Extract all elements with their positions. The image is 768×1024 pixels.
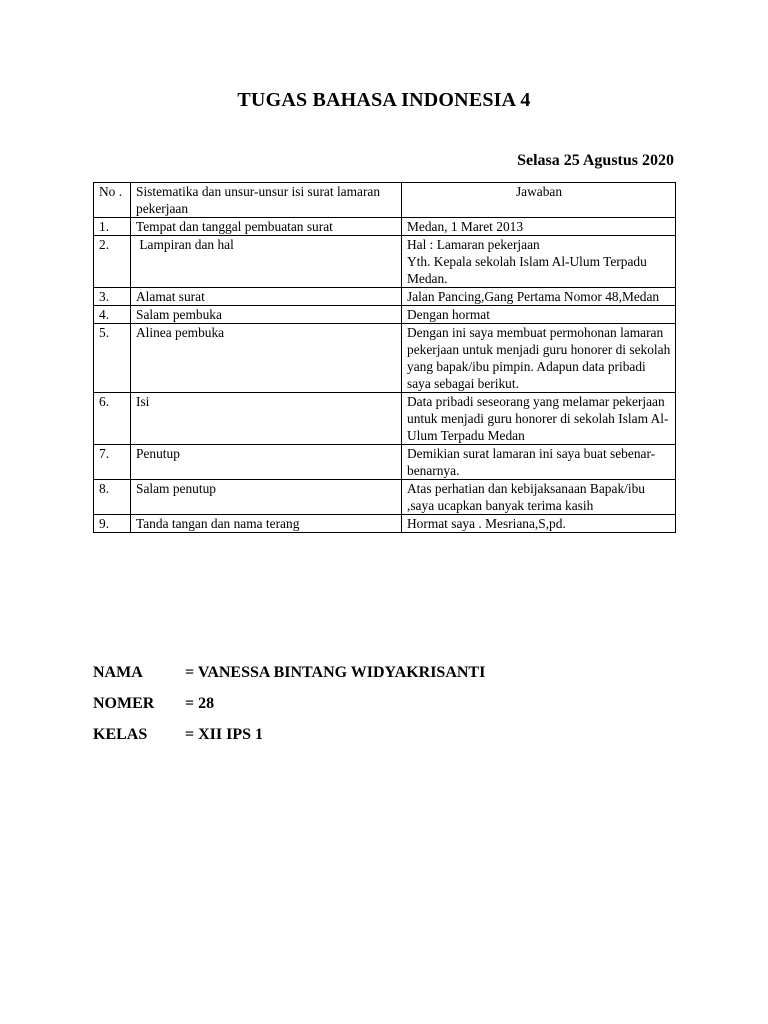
row-answer: Demikian surat lamaran ini saya buat sebenar-benarnya. bbox=[402, 445, 676, 480]
row-answer: Jalan Pancing,Gang Pertama Nomor 48,Medan bbox=[402, 288, 676, 306]
info-kelas bbox=[93, 726, 263, 744]
row-item: Tempat dan tanggal pembuatan surat bbox=[131, 218, 402, 236]
kelas-value: = XII IPS 1 bbox=[185, 726, 264, 743]
table-row bbox=[94, 288, 676, 306]
table-row bbox=[94, 445, 676, 480]
row-no: 7. bbox=[94, 445, 131, 480]
row-no: 5. bbox=[94, 324, 131, 393]
row-item: Lampiran dan hal bbox=[131, 236, 402, 288]
row-item: Alinea pembuka bbox=[131, 324, 402, 393]
row-answer: Dengan ini saya membuat permohonan lamaran pekerjaan untuk menjadi guru honorer di sekolah yang bapak/ibu pimpin. Adapun data pribadi saya sebagai berikut. bbox=[402, 324, 676, 393]
row-no: 6. bbox=[94, 393, 131, 445]
table-row bbox=[94, 236, 676, 288]
nama-value: = VANESSA BINTANG WIDYAKRISANTI bbox=[185, 664, 486, 681]
nama-label: NAMA bbox=[93, 664, 143, 681]
row-no: 3. bbox=[94, 288, 131, 306]
header-item: Sistematika dan unsur-unsur isi surat lamaran pekerjaan bbox=[131, 183, 402, 218]
row-no: 8. bbox=[94, 480, 131, 515]
document-date: Selasa 25 Agustus 2020 bbox=[517, 152, 674, 169]
kelas-label: KELAS bbox=[93, 726, 148, 743]
table-row bbox=[94, 324, 676, 393]
row-no: 4. bbox=[94, 306, 131, 324]
row-answer: Hormat saya . Mesriana,S,pd. bbox=[402, 515, 676, 533]
row-item: Alamat surat bbox=[131, 288, 402, 306]
row-item: Salam penutup bbox=[131, 480, 402, 515]
table-row bbox=[94, 480, 676, 515]
row-no: 9. bbox=[94, 515, 131, 533]
header-no: No . bbox=[94, 183, 131, 218]
row-no: 1. bbox=[94, 218, 131, 236]
row-item: Salam pembuka bbox=[131, 306, 402, 324]
row-answer: Hal : Lamaran pekerjaan Yth. Kepala sekolah Islam Al-Ulum Terpadu Medan. bbox=[402, 236, 676, 288]
table-row bbox=[94, 306, 676, 324]
document-title: TUGAS BAHASA INDONESIA 4 bbox=[237, 89, 531, 111]
nomer-label: NOMER bbox=[93, 695, 155, 712]
table-row bbox=[94, 515, 676, 533]
answer-table bbox=[93, 182, 676, 533]
row-item: Isi bbox=[131, 393, 402, 445]
row-item: Tanda tangan dan nama terang bbox=[131, 515, 402, 533]
row-answer: Atas perhatian dan kebijaksanaan Bapak/ibu ,saya ucapkan banyak terima kasih bbox=[402, 480, 676, 515]
info-nomer bbox=[93, 695, 214, 713]
table-row bbox=[94, 393, 676, 445]
row-answer: Dengan hormat bbox=[402, 306, 676, 324]
table-header-row bbox=[94, 183, 676, 218]
table-row bbox=[94, 218, 676, 236]
nomer-value: = 28 bbox=[185, 695, 215, 712]
info-nama bbox=[93, 664, 485, 682]
header-answer: Jawaban bbox=[402, 183, 676, 218]
row-no: 2. bbox=[94, 236, 131, 288]
row-answer: Data pribadi seseorang yang melamar pekerjaan untuk menjadi guru honorer di sekolah Islam Al-Ulum Terpadu Medan bbox=[402, 393, 676, 445]
row-item: Penutup bbox=[131, 445, 402, 480]
row-answer: Medan, 1 Maret 2013 bbox=[402, 218, 676, 236]
